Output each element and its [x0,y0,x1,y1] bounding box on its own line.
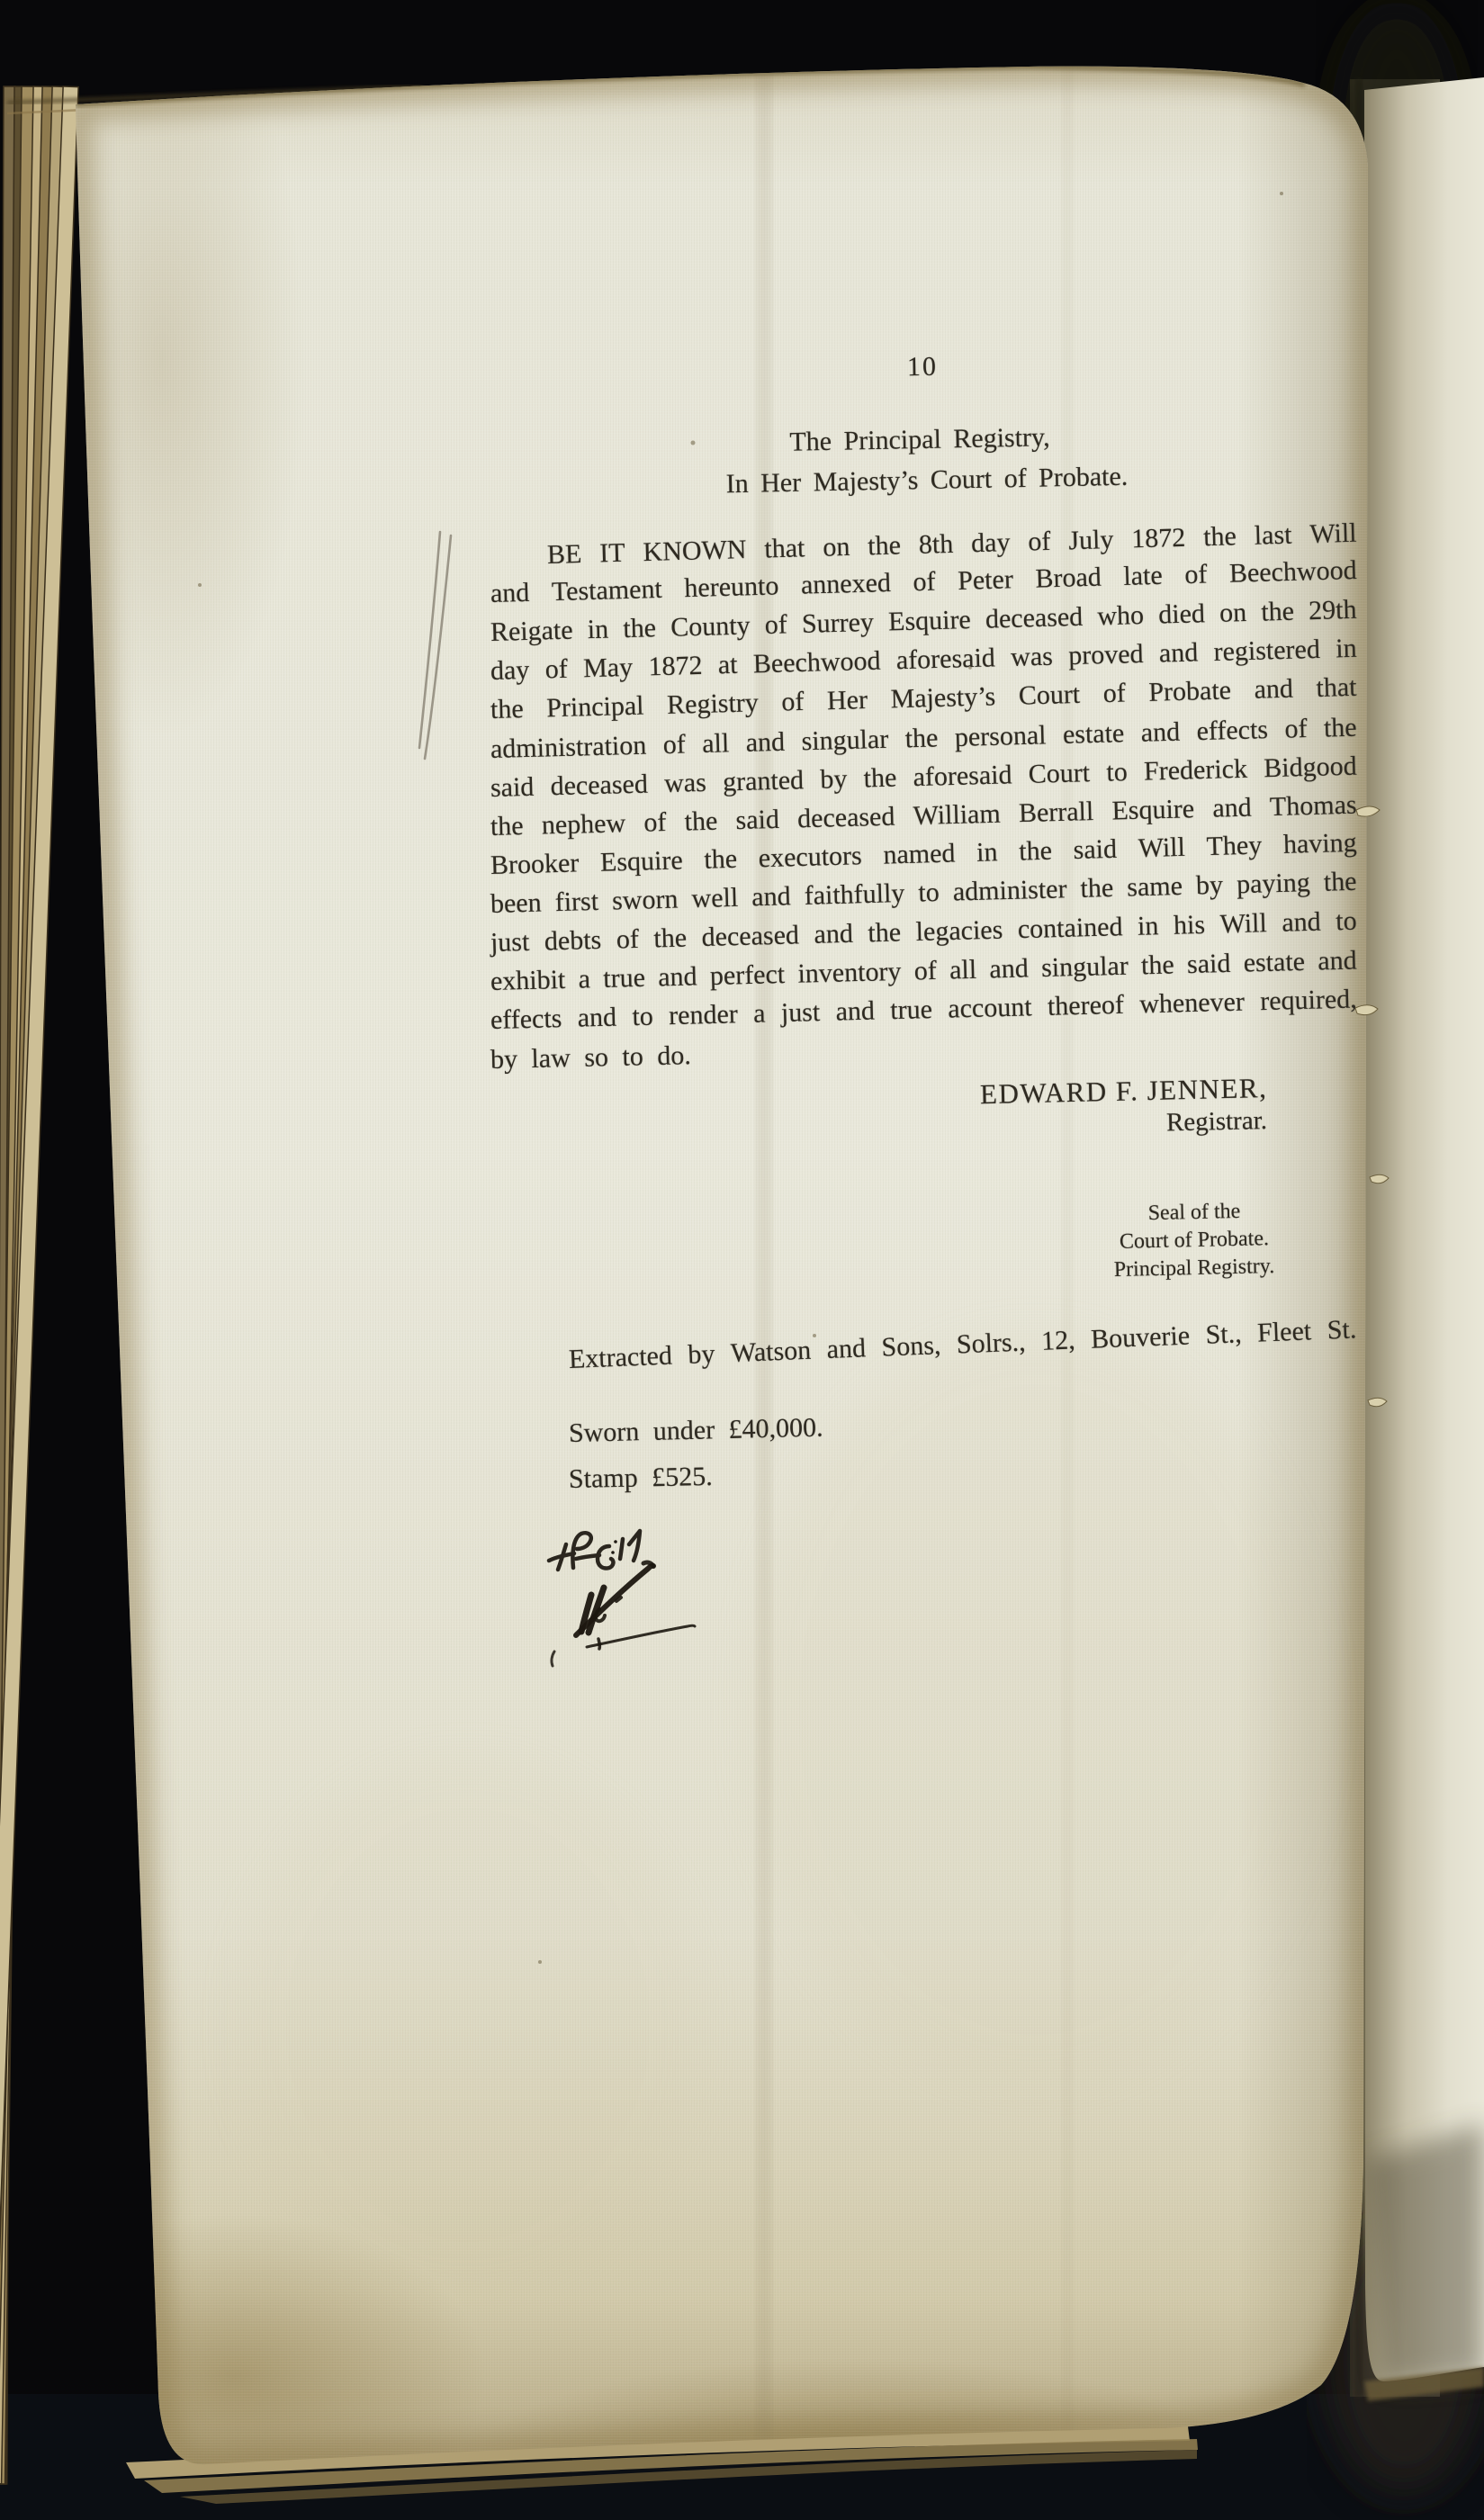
facing-page [1364,77,1484,2401]
stamp-line: Stamp £525. [568,1461,713,1494]
body-line: Reigate in the County of Surrey Esquire deceased who died on the 29th [490,594,1357,647]
handwritten-ink-mark [522,1512,756,1710]
body-line: the Principal Registry of Her Majesty’s Court of Probate and that [490,671,1357,724]
body-line: administration of all and singular the personal estate and effects of the [490,712,1358,764]
body-line: the nephew of the said deceased William Berrall Esquire and Thomas [490,789,1357,842]
body-line: said deceased was granted by the aforesaid Court to Frederick Bidgood [490,751,1358,803]
body-line: been first sworn well and faithfully to administer the same by paying the [490,866,1357,919]
body-line: by law so to do. [490,1040,692,1075]
pencil-margin-mark [409,518,490,796]
body-line: Brooker Esquire the executors named in the said Will They having [490,827,1358,880]
seal-note-line: Principal Registry. [1113,1254,1275,1282]
heading-court-of-probate: In Her Majesty’s Court of Probate. [725,461,1129,500]
seal-note-line: Seal of the [1147,1199,1241,1226]
body-line: exhibit a true and perfect inventory of all and singular the said estate and [490,945,1358,996]
sworn-under-line: Sworn under £40,000. [568,1412,823,1448]
page-number: 10 [906,351,939,382]
body-line: effects and to render a just and true account thereof whenever required, [490,984,1358,1035]
extracted-by-line: Extracted by Watson and Sons, Solrs., 12, Bouverie St., Fleet St. [568,1314,1357,1374]
body-line: BE IT KNOWN that on the 8th day of July 1872 the last Will [546,518,1357,570]
registrar-signature-name: EDWARD F. JENNER, [979,1072,1268,1111]
heading-principal-registry: The Principal Registry, [789,422,1050,457]
body-line: and Testament hereunto annexed of Peter Broad late of Beechwood [490,554,1358,608]
registrar-signature-title: Registrar. [1165,1106,1268,1138]
seal-note-line: Court of Probate. [1119,1227,1270,1254]
body-line: just debts of the deceased and the legacies contained in his Will and to [490,905,1358,958]
body-line: day of May 1872 at Beechwood aforesaid was proved and registered in [490,633,1358,686]
